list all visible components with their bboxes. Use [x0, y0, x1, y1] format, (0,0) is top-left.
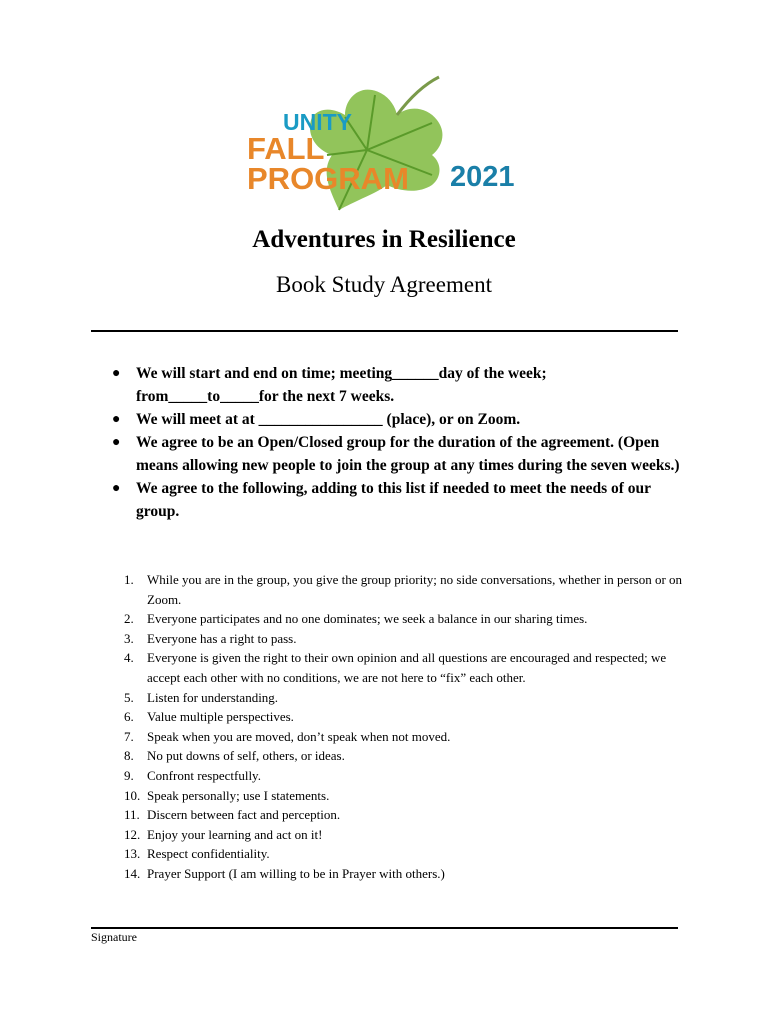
list-number: 7.: [124, 728, 134, 744]
list-number: 1.: [124, 572, 134, 587]
list-item: [105, 648, 695, 687]
list-item: [105, 825, 695, 845]
document-title: Adventures in Resilience: [252, 226, 516, 253]
list-text: Speak personally; use I statements.: [147, 787, 330, 803]
list-item: [105, 688, 695, 708]
group-rules-list: [105, 570, 695, 884]
list-item: [105, 629, 695, 649]
logo-unity-text: UNITY: [283, 109, 352, 135]
list-number: 14.: [124, 865, 141, 881]
divider-top: [91, 330, 678, 332]
list-item: [105, 864, 695, 884]
list-item: [105, 570, 695, 609]
list-text: Everyone participates and no one dominates; we seek a balance in our sharing times.: [147, 611, 588, 627]
list-text: Discern between fact and perception.: [147, 807, 341, 823]
list-number: 5.: [124, 689, 134, 705]
bullet-item: [90, 477, 680, 523]
list-text: Enjoy your learning and act on it!: [147, 826, 323, 842]
list-item: [105, 609, 695, 629]
bullet-text: We agree to be an Open/Closed group for the duration of the agreement. (Open means allowing new people to join the group at any times during the seven weeks.): [136, 434, 680, 474]
signature-line: [91, 927, 678, 929]
list-number: 9.: [124, 767, 134, 783]
list-number: 13.: [124, 846, 141, 862]
list-text: Everyone is given the right to their own opinion and all questions are encouraged and respected; we accept each other with no conditions, we are not here to “fix” each other.: [147, 650, 667, 685]
list-text: Listen for understanding.: [147, 689, 279, 705]
list-text: Respect confidentiality.: [147, 846, 270, 862]
list-number: 10.: [124, 787, 141, 803]
bullet-icon: ●: [112, 366, 121, 381]
bullet-item: [90, 431, 680, 477]
bullet-text: We will start and end on time; meeting______day of the week; from_____to_____for the next 7 weeks.: [136, 365, 547, 405]
list-item: [105, 746, 695, 766]
logo-program-text: PROGRAM: [247, 161, 409, 196]
bullet-icon: ●: [112, 412, 121, 427]
program-logo: [227, 75, 542, 215]
list-item: [105, 707, 695, 727]
list-text: While you are in the group, you give the group priority; no side conversations, whether in person or on Zoom.: [147, 572, 683, 607]
list-text: No put downs of self, others, or ideas.: [147, 748, 345, 764]
bullet-text: We agree to the following, adding to this list if needed to meet the needs of our group.: [136, 480, 651, 520]
document-subtitle: Book Study Agreement: [276, 272, 492, 297]
list-number: 11.: [124, 807, 140, 823]
list-number: 2.: [124, 611, 134, 627]
list-text: Everyone has a right to pass.: [147, 630, 297, 646]
list-item: [105, 786, 695, 806]
list-text: Speak when you are moved, don’t speak when not moved.: [147, 728, 451, 744]
list-item: [105, 766, 695, 786]
signature-label: Signature: [91, 930, 137, 944]
list-number: 4.: [124, 650, 134, 666]
agreement-bullets: [90, 362, 680, 523]
logo-year-text: 2021: [450, 161, 515, 193]
list-number: 6.: [124, 709, 134, 725]
bullet-item: [90, 408, 680, 431]
list-number: 8.: [124, 748, 134, 764]
list-item: [105, 727, 695, 747]
list-number: 12.: [124, 826, 141, 842]
bullet-text: We will meet at at ________________ (place), or on Zoom.: [136, 411, 521, 428]
bullet-item: [90, 362, 680, 408]
list-text: Value multiple perspectives.: [147, 709, 294, 725]
list-item: [105, 844, 695, 864]
list-text: Prayer Support (I am willing to be in Prayer with others.): [147, 865, 445, 881]
list-text: Confront respectfully.: [147, 767, 261, 783]
bullet-icon: ●: [112, 481, 121, 496]
bullet-icon: ●: [112, 435, 121, 450]
logo-fall-text: FALL: [247, 131, 325, 166]
list-number: 3.: [124, 630, 134, 646]
list-item: [105, 805, 695, 825]
